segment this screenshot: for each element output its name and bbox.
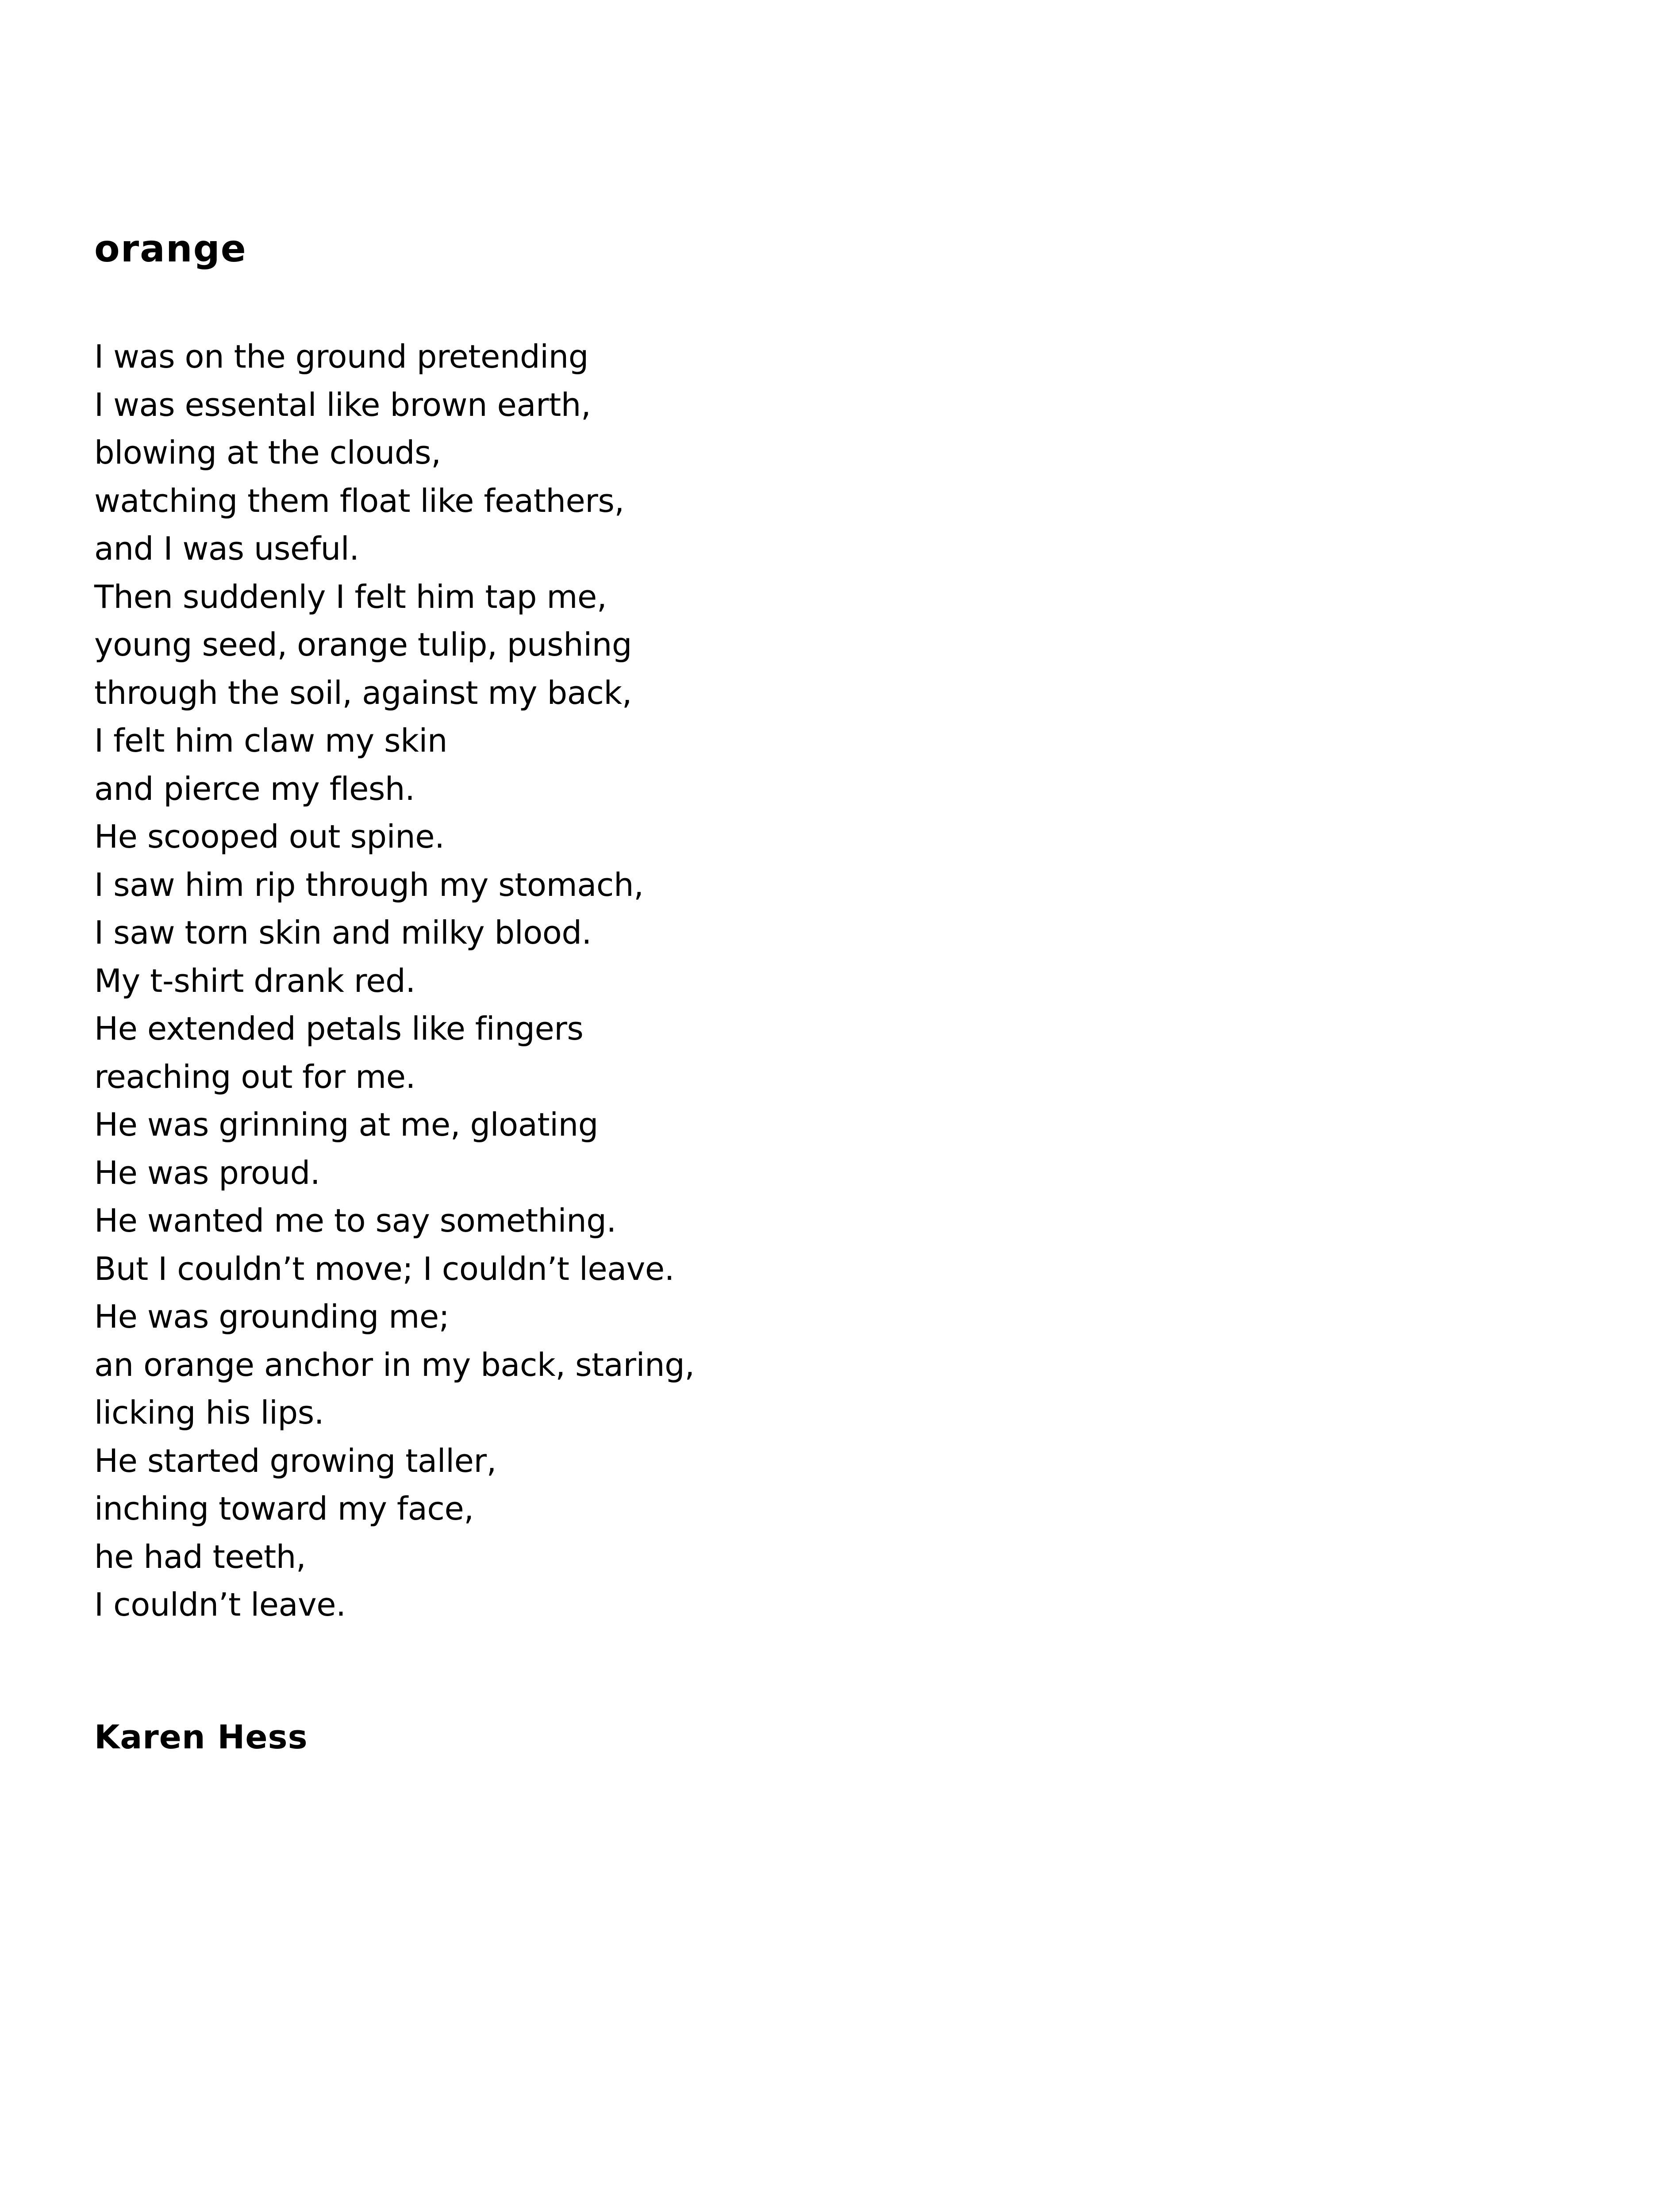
poem-line: inching toward my face, [94,1490,474,1527]
poem-line: I saw torn skin and milky blood. [94,914,592,951]
poem-line: he had teeth, [94,1538,306,1575]
poem-line: an orange anchor in my back, staring, [94,1346,695,1383]
poem-line: He was grinning at me, gloating [94,1106,598,1143]
poem-line: and I was useful. [94,530,359,567]
poem-body [94,333,695,1629]
poem-line: reaching out for me. [94,1058,415,1095]
poem-line: through the soil, against my back, [94,674,632,711]
author-name: Karen Hess [94,1718,308,1756]
poem-line: I was on the ground pretending [94,338,588,375]
poem-line: He scooped out spine. [94,818,445,855]
poem-line: and pierce my flesh. [94,770,415,807]
poem-line: But I couldn’t move; I couldn’t leave. [94,1250,675,1287]
poem-line: I felt him claw my skin [94,722,448,759]
poem-line: I saw him rip through my stomach, [94,866,644,903]
poem-line: He was grounding me; [94,1298,450,1335]
poem-line: young seed, orange tulip, pushing [94,626,632,663]
poem-line: He extended petals like fingers [94,1010,584,1047]
poem-line: Then suddenly I felt him tap me, [94,578,607,615]
poem-title: orange [94,227,247,270]
poem-line: My t-shirt drank red. [94,962,415,999]
poem-line: licking his lips. [94,1394,324,1431]
poem-line: watching them float like feathers, [94,482,624,519]
poem-line: He started growing taller, [94,1442,496,1479]
poem-line: He was proud. [94,1154,320,1191]
poem-line: He wanted me to say something. [94,1202,616,1239]
poem-line: I couldn’t leave. [94,1586,346,1623]
poem-line: blowing at the clouds, [94,434,441,471]
poem-line: I was essental like brown earth, [94,386,591,423]
